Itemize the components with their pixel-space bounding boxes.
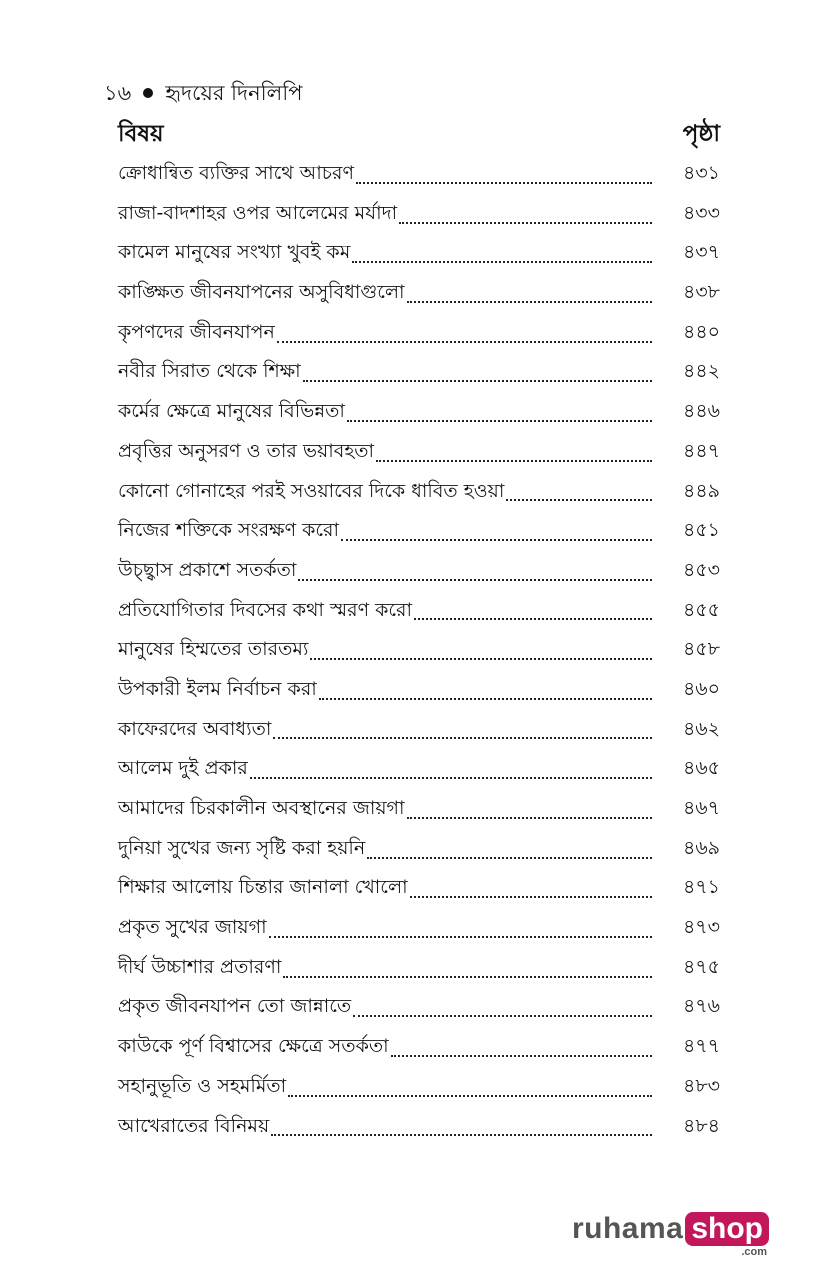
toc-entry-title: কাফেরদের অবাধ্যতা [118,717,272,740]
toc-entry-page: ৪৩৮ [682,281,720,304]
toc-entry-title: ক্রোধান্বিত ব্যক্তির সাথে আচরণ [118,162,354,184]
toc-entry-title: কাউকে পূর্ণ বিশ্বাসের ক্ষেত্রে সতর্কতা [118,1035,389,1058]
toc-entry-title: প্রকৃত সুখের জায়গা [118,916,267,939]
toc-entry-title: কোনো গোনাহের পরই সওয়াবের দিকে ধাবিত হওয়া [118,479,505,502]
toc-list [118,154,720,1146]
toc-entry [118,670,720,710]
toc-entry-title: কৃপণদের জীবনযাপন [118,320,275,343]
dot-leader [283,976,652,978]
toc-entry [118,233,720,273]
toc-entry-title: নিজের শক্তিকে সংরক্ষণ করো [118,519,339,542]
toc-entry-title: আখেরাতের বিনিময় [118,1114,270,1137]
toc-entry [118,710,720,750]
dot-leader [341,539,652,541]
toc-entry-title: মানুষের হিম্মতের তারতম্য [118,638,309,661]
dot-leader [352,261,652,263]
toc-entry-page: ৪৮৪ [683,1114,720,1137]
toc-entry-title: প্রকৃত জীবনযাপন তো জান্নাতে [118,995,352,1018]
ruhamashop-logo [571,1212,769,1258]
toc-entry [118,352,720,392]
toc-entry-title: রাজা-বাদশাহর ওপর আলেমের মর্যাদা [118,201,398,224]
dot-leader [356,182,652,184]
logo-shop-badge [685,1212,769,1258]
toc-entry-page: ৪৪৬ [682,400,720,423]
logo-text-com: .com [741,1246,767,1258]
toc-entry [118,1107,720,1147]
toc-entry-title: কামেল মানুষের সংখ্যা খুবই কম [118,241,351,264]
toc-entry-page: ৪৫৮ [683,638,720,661]
toc-entry-title: দুনিয়া সুখের জন্য সৃষ্টি করা হয়নি [118,836,366,859]
toc-entry-page: ৪৪৭ [682,439,720,462]
dot-leader [376,460,652,462]
toc-entry-page: ৪৫৫ [683,598,720,621]
toc-entry-page: ৪৪০ [682,320,720,343]
toc-entry-title: আমাদের চিরকালীন অবস্থানের জায়গা [118,797,405,819]
toc-entry [118,273,720,313]
toc-entry [118,551,720,591]
toc-entry [118,432,720,472]
toc-entry-page: ৪৩১ [682,162,720,184]
toc-entry [118,1067,720,1107]
toc-entry-page: ৪৭৭ [682,1035,720,1058]
page-number: ১৬ [104,81,132,105]
toc-entry-title: নবীর সিরাত থেকে শিক্ষা [118,360,301,383]
dot-leader [391,1055,652,1057]
dot-leader [310,658,652,660]
toc-entry-page: ৪৭৫ [682,955,720,978]
dot-leader [399,222,652,224]
dot-leader [303,380,652,382]
toc-entry-title: প্রতিযোগিতার দিবসের কথা স্মরণ করো [118,598,413,621]
table-of-contents [118,118,720,1146]
toc-entry [118,591,720,631]
toc-entry [118,194,720,234]
dot-leader [271,1134,652,1136]
toc-entry-page: ৪৬৫ [682,757,720,780]
toc-entry [118,472,720,512]
dot-leader [410,896,652,898]
toc-entry [118,392,720,432]
dot-leader [288,1095,652,1097]
toc-entry [118,908,720,948]
dot-leader [273,737,652,739]
toc-entry-title: সহানুভূতি ও সহমর্মিতা [118,1074,287,1097]
dot-leader [414,618,652,620]
toc-entry-title: শিক্ষার আলোয় চিন্তার জানালা খোলো [118,876,408,899]
toc-entry [118,829,720,869]
column-page-heading: পৃষ্ঠা [682,121,720,147]
toc-entry-page: ৪৮৩ [682,1074,720,1097]
toc-entry-page: ৪৬০ [682,677,720,700]
running-header [104,78,303,108]
toc-entry [118,987,720,1027]
toc-entry-title: উচ্ছ্বাস প্রকাশে সতর্কতা [118,558,297,581]
toc-entry [118,749,720,789]
toc-entry-title: উপকারী ইলম নির্বাচন করা [118,677,317,700]
dot-leader [407,301,652,303]
dot-leader [347,420,652,422]
toc-entry-page: ৪৩৭ [682,241,720,264]
dot-leader [353,1015,652,1017]
toc-entry-title: কাঙ্ক্ষিত জীবনযাপনের অসুবিধাগুলো [118,281,405,304]
dot-leader [407,817,653,819]
toc-entry-title: প্রবৃত্তির অনুসরণ ও তার ভয়াবহতা [118,439,375,462]
dot-leader [269,936,652,938]
dot-leader [319,698,652,700]
logo-text-ruhama: ruhama [571,1212,684,1245]
toc-entry [118,313,720,353]
toc-entry-title: আলেম দুই প্রকার [118,757,248,780]
toc-entry [118,789,720,829]
toc-entry-page: ৪৭৩ [682,916,720,939]
dot-leader [367,857,652,859]
dot-leader [506,499,652,501]
toc-entry-title: দীর্ঘ উচ্চাশার প্রতারণা [118,955,282,978]
toc-entry-page: ৪৭৬ [682,995,720,1018]
toc-entry [118,511,720,551]
dot-leader [298,579,652,581]
toc-entry-title: কর্মের ক্ষেত্রে মানুষের বিভিন্নতা [118,400,345,423]
column-subject-heading: বিষয় [118,121,164,147]
toc-entry [118,868,720,908]
toc-entry-page: ৪৪৯ [683,479,720,502]
toc-entry-page: ৪৬৯ [682,836,720,859]
toc-header-row [118,118,720,154]
logo-text-shop: shop [691,1212,763,1245]
toc-entry-page: ৪৬৭ [682,797,720,819]
book-title: হৃদয়ের দিনলিপি [165,81,303,105]
toc-entry [118,154,720,194]
toc-entry-page: ৪৩৩ [682,201,720,224]
toc-entry-page: ৪৭১ [682,876,720,899]
bullet-separator [143,88,153,98]
toc-entry-page: ৪৪২ [682,360,720,383]
dot-leader [250,777,652,779]
toc-entry [118,1027,720,1067]
toc-entry-page: ৪৫১ [683,519,720,542]
toc-entry [118,948,720,988]
toc-entry-page: ৪৬২ [682,717,720,740]
dot-leader [277,341,652,343]
toc-entry [118,630,720,670]
toc-entry-page: ৪৫৩ [682,558,720,581]
